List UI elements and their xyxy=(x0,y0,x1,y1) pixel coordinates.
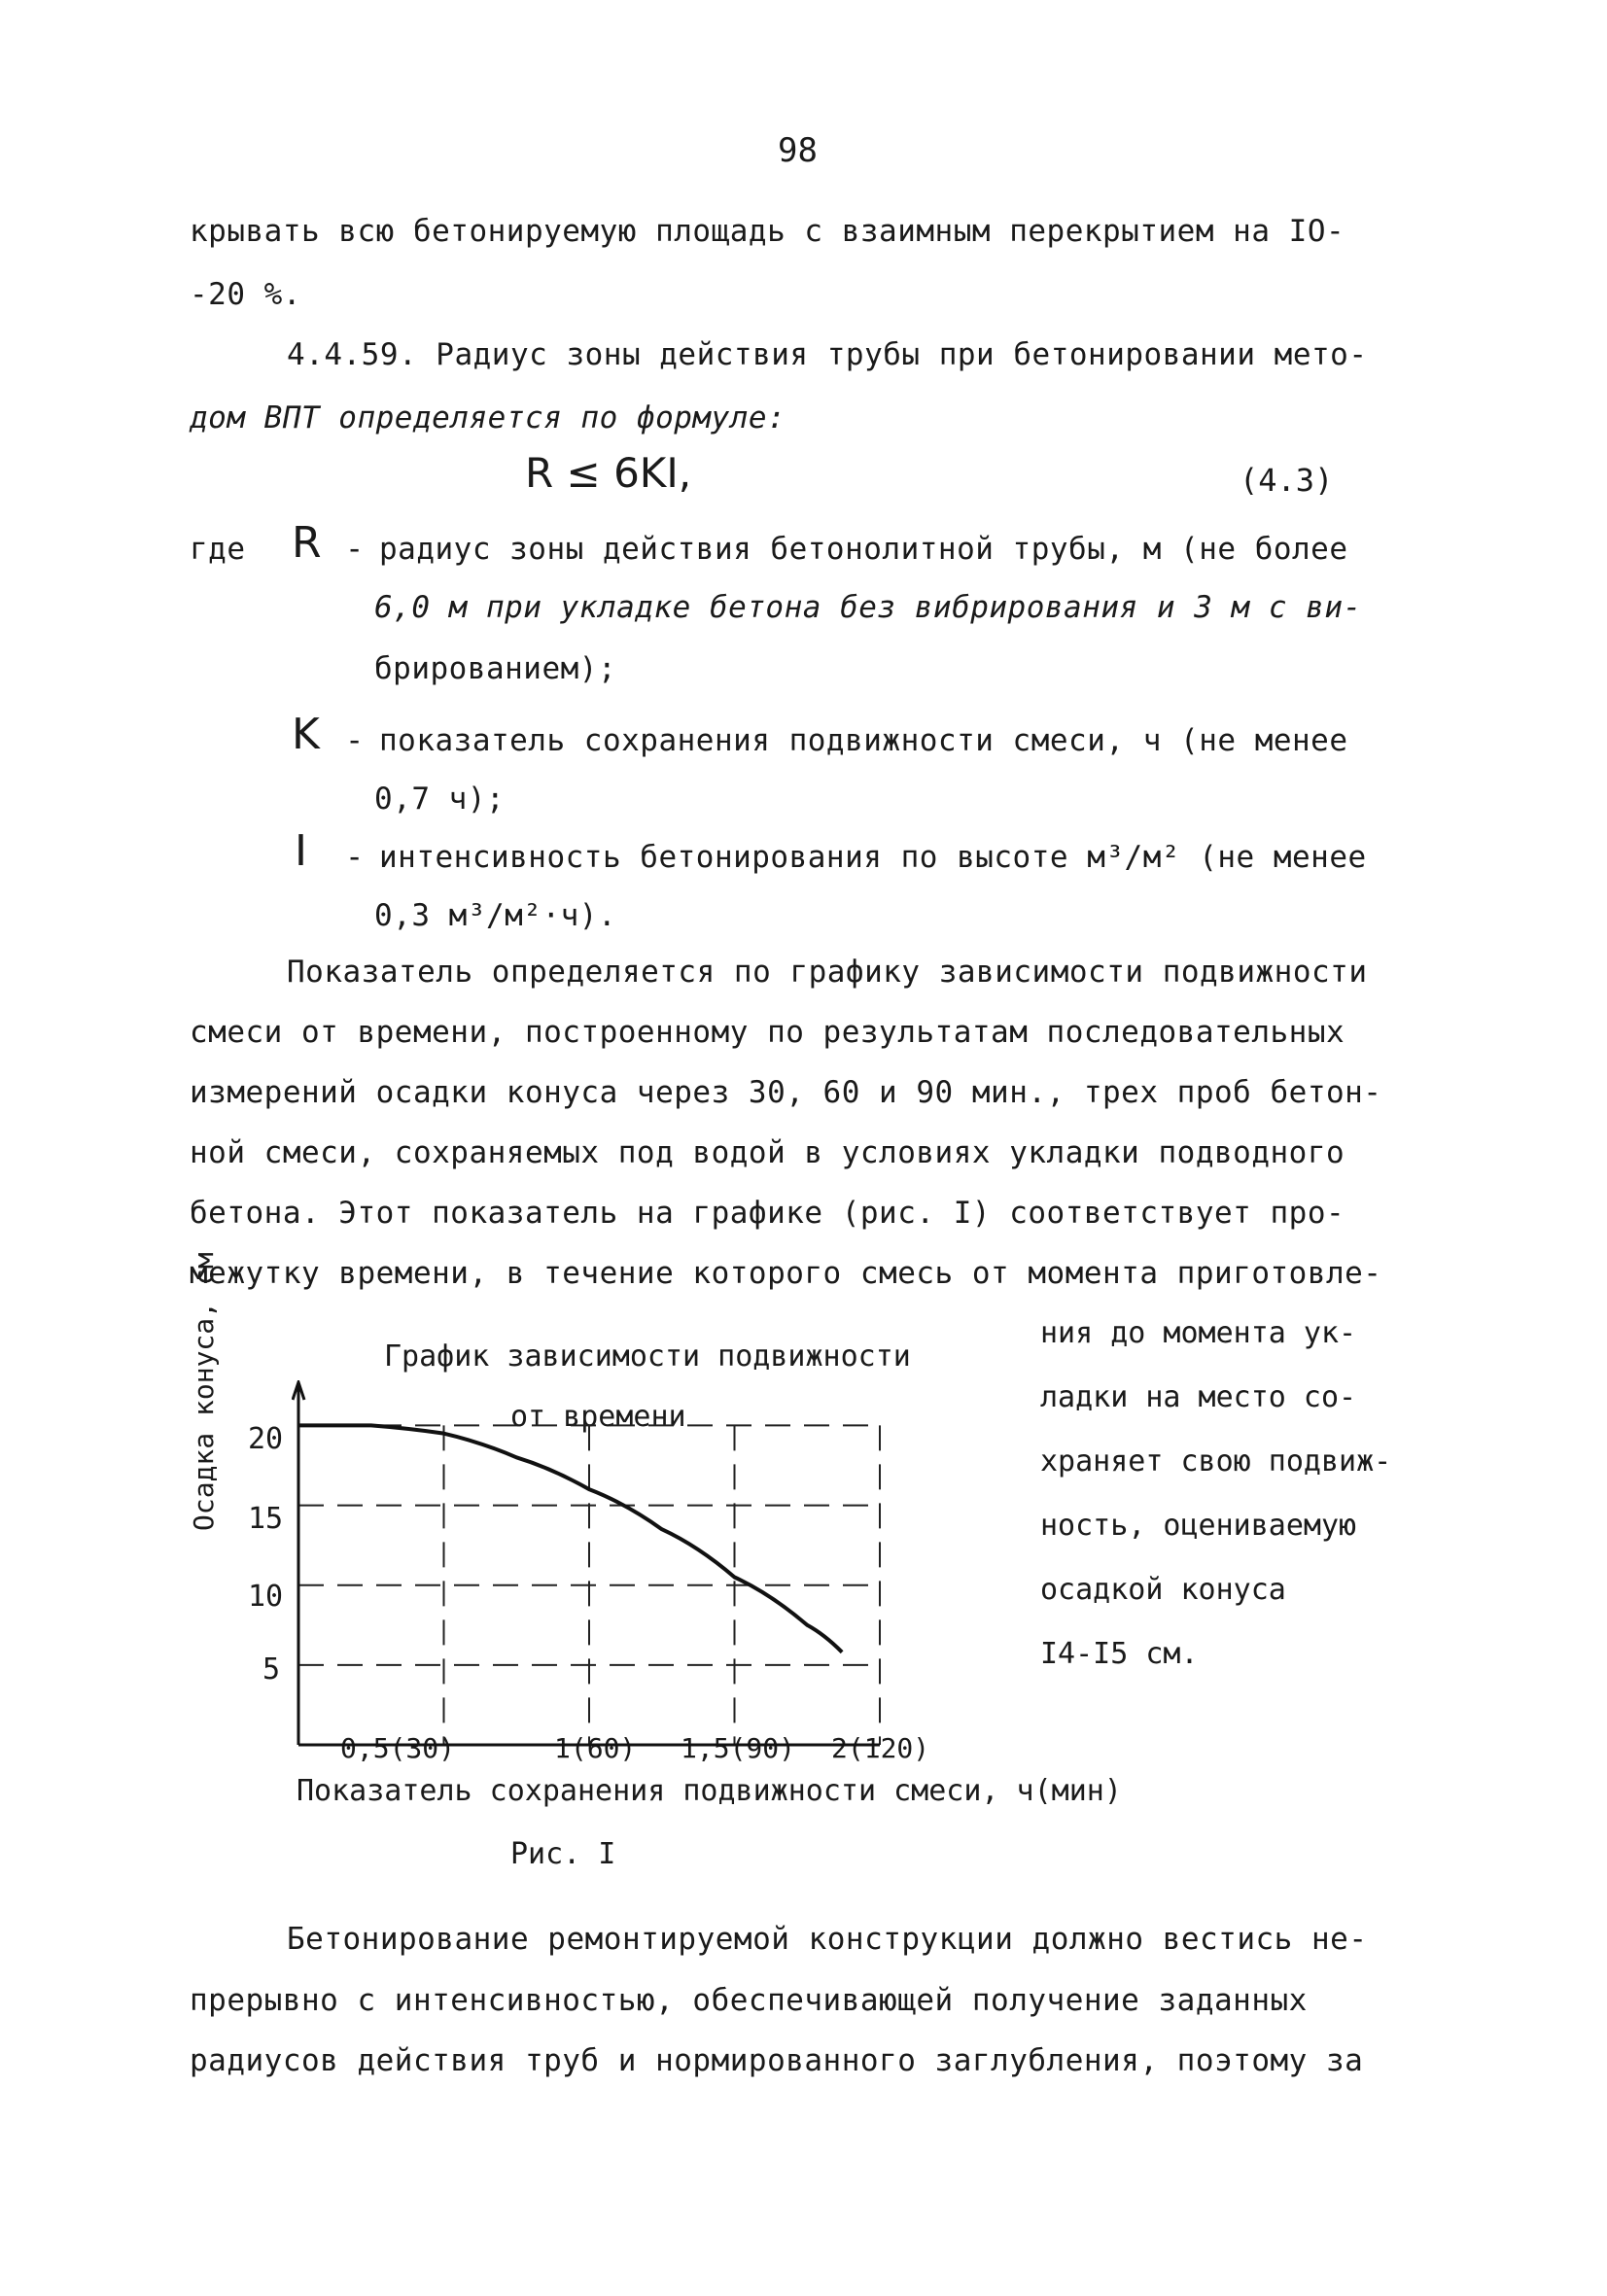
def-line: интенсивность бетонирования по высоте м³/м² (не менее xyxy=(379,840,1367,875)
formula-number: (4.3) xyxy=(1240,462,1334,499)
side-text-line: ладки на место со- xyxy=(1040,1380,1357,1414)
side-text-line: I4-I5 см. xyxy=(1040,1637,1199,1671)
def-line: 6,0 м при укладке бетона без вибрирования и 3 м с ви- xyxy=(374,590,1362,625)
paragraph-line: Бетонирование ремонтируемой конструкции должно вестись не- xyxy=(287,1922,1368,1957)
chart-plot xyxy=(292,1380,894,1750)
x-tick-label: 1,5(90) xyxy=(681,1732,796,1764)
paragraph-line: прерывно с интенсивностью, обеспечивающей получение заданных xyxy=(190,1983,1308,2018)
paragraph-line: межутку времени, в течение которого смесь от момента приготовле- xyxy=(190,1256,1382,1291)
chart-grid xyxy=(298,1425,880,1745)
def-line: брированием); xyxy=(374,651,617,686)
chart-y-label: Осадка конуса, см xyxy=(188,1252,220,1531)
def-dash: - xyxy=(345,838,365,875)
def-symbol-k: K xyxy=(292,710,320,759)
side-text-line: ния до момента ук- xyxy=(1040,1316,1357,1350)
chart-subtitle: от времени xyxy=(510,1400,686,1434)
paragraph-line: Показатель определяется по графику зависимости подвижности xyxy=(287,955,1368,990)
y-tick-label: 20 xyxy=(248,1422,284,1456)
paragraph-line: измерений осадки конуса через 30, 60 и 90 мин., трех проб бетон- xyxy=(190,1075,1382,1110)
side-text-line: храняет свою подвиж- xyxy=(1040,1444,1392,1478)
def-dash: - xyxy=(345,530,365,567)
y-tick-label: 15 xyxy=(248,1502,284,1536)
side-text-line: ность, оцениваемую xyxy=(1040,1509,1357,1543)
paragraph-line: крывать всю бетонируемую площадь с взаимным перекрытием на IO- xyxy=(190,214,1345,249)
paragraph-line: смеси от времени, построенному по результатам последовательных xyxy=(190,1015,1345,1050)
paragraph-line: радиусов действия труб и нормированного заглубления, поэтому за xyxy=(190,2043,1364,2078)
chart-x-label: Показатель сохранения подвижности смеси, ч(мин) xyxy=(297,1774,1122,1808)
x-tick-label: 2(120) xyxy=(831,1732,930,1764)
x-tick-label: 1(60) xyxy=(554,1732,637,1764)
paragraph-line: бетона. Этот показатель на графике (рис. I) соответствует про- xyxy=(190,1196,1345,1231)
clause-line: 4.4.59. Радиус зоны действия трубы при бетонировании мето- xyxy=(287,337,1368,372)
where-label: где xyxy=(190,532,246,567)
y-tick-label: 5 xyxy=(262,1652,281,1687)
figure-caption: Рис. I xyxy=(510,1837,616,1871)
x-tick-label: 0,5(30) xyxy=(340,1732,456,1764)
page-number: 98 xyxy=(778,131,818,170)
def-symbol-r: R xyxy=(292,518,322,568)
def-line: 0,3 м³/м²·ч). xyxy=(374,898,617,933)
chart-axes xyxy=(293,1382,880,1745)
def-line: радиус зоны действия бетонолитной трубы, м (не более xyxy=(379,532,1348,567)
def-line: 0,7 ч); xyxy=(374,782,506,817)
def-symbol-i: I xyxy=(295,826,307,876)
def-line: показатель сохранения подвижности смеси, ч (не менее xyxy=(379,723,1348,758)
side-text-line: осадкой конуса xyxy=(1040,1573,1286,1607)
paragraph-line: ной смеси, сохраняемых под водой в условиях укладки подводного xyxy=(190,1135,1345,1170)
clause-line: дом ВПТ определяется по формуле: xyxy=(190,400,786,435)
y-tick-label: 10 xyxy=(248,1580,284,1614)
paragraph-line: -20 %. xyxy=(190,277,301,312)
def-dash: - xyxy=(345,721,365,758)
chart-series-line xyxy=(298,1425,842,1652)
formula: R ≤ 6KI, xyxy=(525,449,692,497)
chart-title: График зависимости подвижности xyxy=(384,1339,911,1374)
